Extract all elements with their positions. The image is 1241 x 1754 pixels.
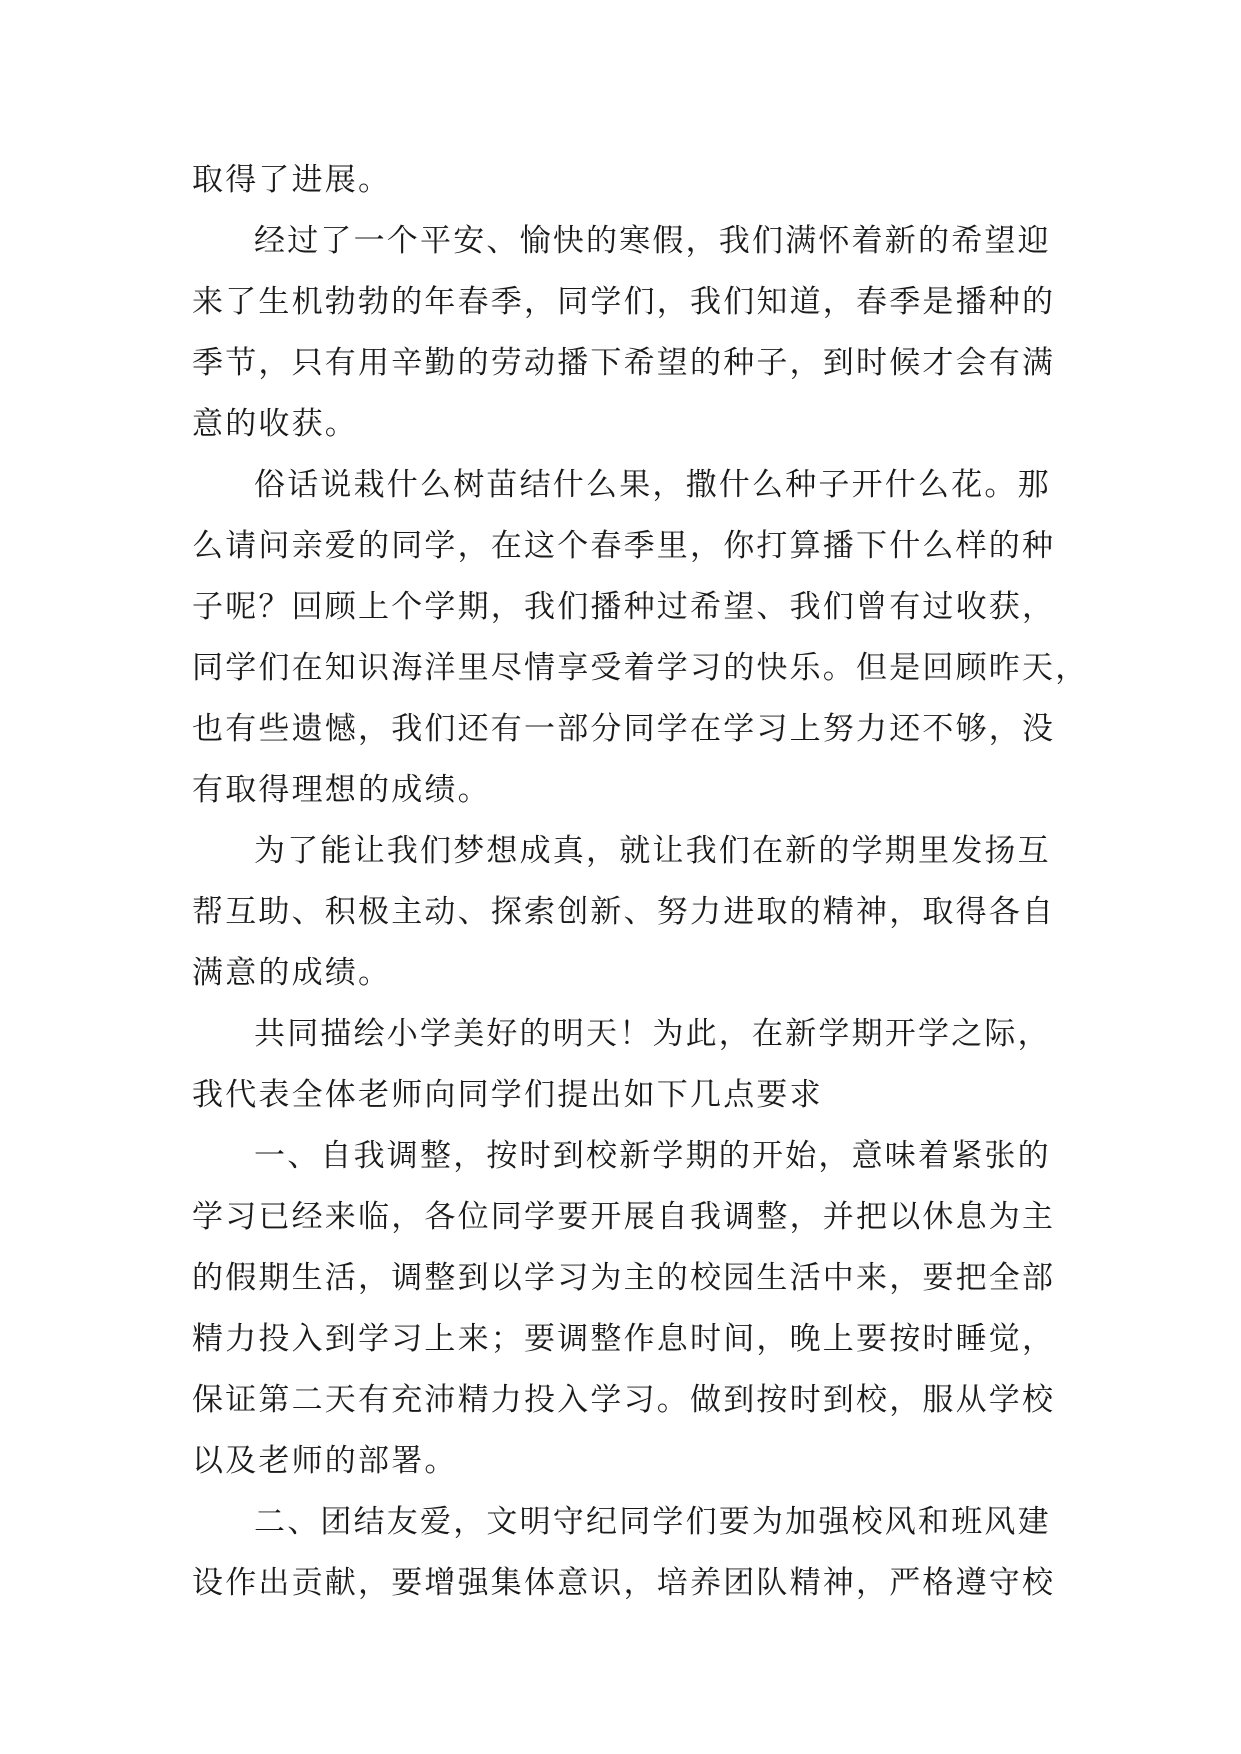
text-line: 精力投入到学习上来；要调整作息时间，晚上要按时睡觉， — [192, 1321, 1056, 1357]
text-line: 也有些遗憾，我们还有一部分同学在学习上努力还不够，没 — [192, 711, 1056, 747]
text-line: 意的收获。 — [192, 406, 358, 442]
paragraph-start-line: 经过了一个平安、愉快的寒假，我们满怀着新的希望迎 — [254, 223, 1051, 259]
text-line: 季节，只有用辛勤的劳动播下希望的种子，到时候才会有满 — [192, 345, 1056, 381]
paragraph-start-line: 一、自我调整，按时到校新学期的开始，意味着紧张的 — [254, 1138, 1051, 1174]
text-line: 么请问亲爱的同学，在这个春季里，你打算播下什么样的种 — [192, 528, 1056, 564]
paragraph-start-line: 为了能让我们梦想成真，就让我们在新的学期里发扬互 — [254, 833, 1051, 869]
body-text — [192, 150, 1089, 1614]
text-line: 满意的成绩。 — [192, 955, 392, 991]
text-line: 以及老师的部署。 — [192, 1443, 458, 1479]
text-line: 我代表全体老师向同学们提出如下几点要求 — [192, 1077, 823, 1113]
paragraph-start-line: 二、团结友爱，文明守纪同学们要为加强校风和班风建 — [254, 1504, 1051, 1540]
text-line: 有取得理想的成绩。 — [192, 772, 491, 808]
text-line: 子呢？回顾上个学期，我们播种过希望、我们曾有过收获， — [192, 589, 1056, 625]
text-line: 保证第二天有充沛精力投入学习。做到按时到校，服从学校 — [192, 1382, 1056, 1418]
paragraph-start-line: 俗话说栽什么树苗结什么果，撒什么种子开什么花。那 — [254, 467, 1051, 503]
text-line: 的假期生活，调整到以学习为主的校园生活中来，要把全部 — [192, 1260, 1056, 1296]
text-line: 同学们在知识海洋里尽情享受着学习的快乐。但是回顾昨天， — [192, 650, 1089, 686]
paragraph-start-line: 共同描绘小学美好的明天！为此，在新学期开学之际， — [254, 1016, 1051, 1052]
text-line: 来了生机勃勃的年春季，同学们，我们知道，春季是播种的 — [192, 284, 1056, 320]
text-line: 帮互助、积极主动、探索创新、努力进取的精神，取得各自 — [192, 894, 1056, 930]
text-line: 学习已经来临，各位同学要开展自我调整，并把以休息为主 — [192, 1199, 1056, 1235]
text-line: 设作出贡献，要增强集体意识，培养团队精神，严格遵守校 — [192, 1565, 1056, 1601]
text-line: 取得了进展。 — [192, 162, 392, 198]
